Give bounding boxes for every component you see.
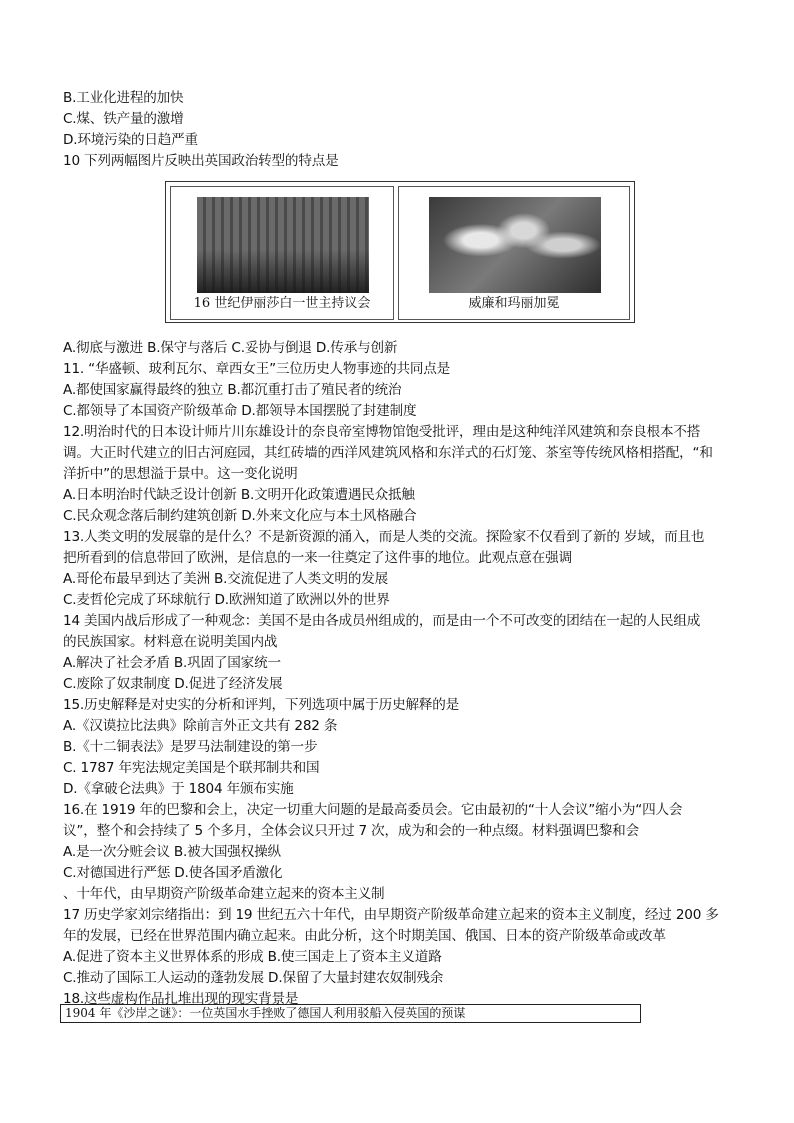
text-line: 16.在 1919 年的巴黎和会上，决定一切重大问题的是最高委员会。它由最初的“十人会议”缩小为“四人会	[63, 802, 683, 818]
text-line: A.彻底与激进 B.保守与落后 C.妥协与倒退 D.传承与创新	[63, 340, 398, 356]
text-line: 年的发展，已经在世界范围内确立起来。由此分析，这个时期美国、俄国、日本的资产阶级革命或改革	[63, 928, 666, 944]
text-line: A.都使国家赢得最终的独立 B.都沉重打击了殖民者的统治	[63, 382, 402, 398]
text-line: A.促进了资本主义世界体系的形成 B.使三国走上了资本主义道路	[63, 949, 442, 965]
text-line: C.对德国进行严惩 D.使各国矛盾激化	[63, 865, 283, 881]
text-line: A.解决了社会矛盾 B.巩固了国家统一	[63, 655, 281, 671]
text-line: 12.明治时代的日本设计师片川东雄设计的奈良帝室博物馆饱受批评，理由是这种纯洋风建筑和奈良根本不搭	[63, 424, 701, 440]
text-line: C.煤、铁产量的激增	[63, 111, 184, 127]
text-line: B.工业化进程的加快	[63, 90, 184, 106]
text-line: 把所看到的信息带回了欧洲，是信息的一来一往奠定了这件事的地位。此观点意在强调	[63, 550, 572, 566]
coronation-photo	[429, 197, 601, 293]
text-line: C.民众观念落后制约建筑创新 D.外来文化应与本土风格融合	[63, 508, 417, 524]
text-line: 15.历史解释是对史实的分析和评判，下列选项中属于历史解释的是	[63, 697, 460, 713]
text-line: C.都领导了本国资产阶级革命 D.都领导本国摆脱了封建制度	[63, 403, 417, 419]
text-line: 10 下列两幅图片反映出英国政治转型的特点是	[63, 153, 339, 169]
text-line: 11. “华盛顿、玻利瓦尔、章西女王”三位历史人物事迹的共同点是	[63, 361, 451, 377]
text-line: C. 1787 年宪法规定美国是个联邦制共和国	[63, 760, 320, 776]
text-line: 洋折中”的思想溢于景中。这一变化说明	[63, 466, 298, 482]
figure-left-panel	[170, 186, 394, 320]
text-line: C.麦哲伦完成了环球航行 D.欧洲知道了欧洲以外的世界	[63, 592, 390, 608]
text-line: C.废除了奴隶制度 D.促进了经济发展	[63, 676, 283, 692]
text-line: 18.这些虚构作品扎堆出现的现实背景是	[63, 991, 299, 1007]
text-line: A.是一次分赃会议 B.被大国强权操纵	[63, 844, 281, 860]
text-line: 的民族国家。材料意在说明美国内战	[63, 634, 278, 650]
text-line: B.《十二铜表法》是罗马法制建设的第一步	[63, 739, 318, 755]
parliament-photo	[197, 197, 369, 293]
text-line: A.哥伦布最早到达了美洲 B.交流促进了人类文明的发展	[63, 571, 389, 587]
text-line: D.《拿破仑法典》于 1804 年颁布实施	[63, 781, 294, 797]
text-line: 议”，整个和会持续了 5 个多月，全体会议只开过 7 次，成为和会的一种点缀。材料强调巴黎和会	[63, 823, 639, 839]
text-line: C.推动了国际工人运动的蓬勃发展 D.保留了大量封建农奴制残余	[63, 970, 444, 986]
text-line: 13.人类文明的发展靠的是什么？不是新资源的涌入，而是人类的交流。探险家不仅看到了新的 岁域，而且也	[63, 529, 705, 545]
text-line: 调。大正时代建立的旧古河庭园，其红砖墙的西洋风建筑风格和东洋式的石灯笼、茶室等传统风格相搭配，“和	[63, 445, 713, 461]
text-line: 、十年代，由早期资产阶级革命建立起来的资本主义制	[63, 886, 385, 902]
text-line: D.环境污染的日趋严重	[63, 132, 198, 148]
figure-right-panel	[398, 186, 630, 320]
text-line: 14 美国内战后形成了一种观念：美国不是由各成员州组成的，而是由一个不可改变的团结在一起的人民组成	[63, 613, 701, 629]
text-line: 17 历史学家刘宗绪指出：到 19 世纪五六十年代，由早期资产阶级革命建立起来的资本主义制度，经过 200 多	[63, 907, 719, 923]
text-line: A.日本明治时代缺乏设计创新 B.文明开化政策遭遇民众抵触	[63, 487, 415, 503]
text-line: A.《汉谟拉比法典》除前言外正文共有 282 条	[63, 718, 338, 734]
left-caption: 16 世纪伊丽莎白一世主持议会	[193, 296, 371, 311]
right-caption: 威廉和玛丽加冕	[468, 296, 560, 311]
question-18-table-row: 1904 年《沙岸之谜》：一位英国水手挫败了德国人利用驳船入侵英国的预谋	[60, 1004, 641, 1023]
question-10-figure	[165, 181, 635, 323]
